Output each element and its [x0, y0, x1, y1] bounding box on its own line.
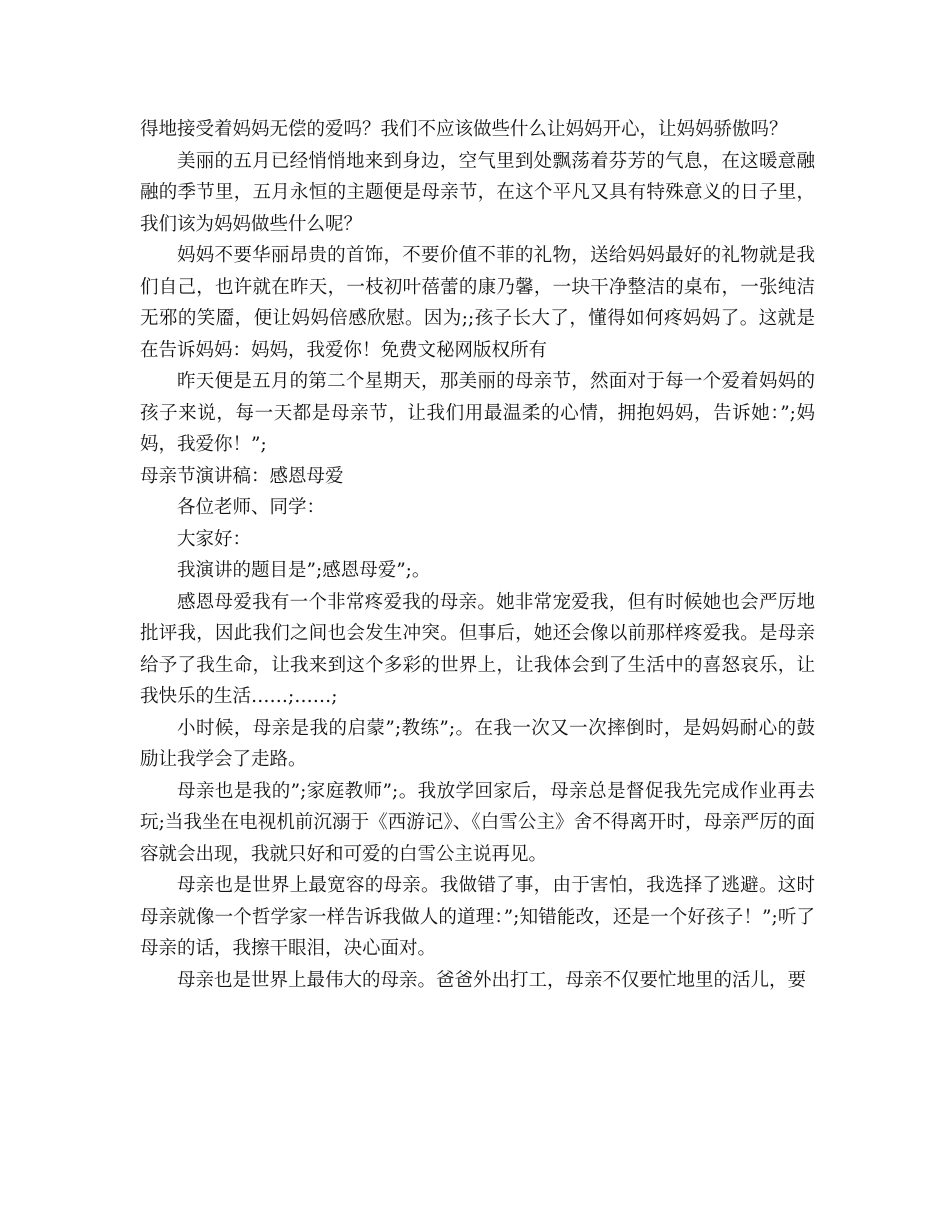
document-body [140, 114, 815, 996]
section-heading: 母亲节演讲稿：感恩母爱 [140, 465, 344, 487]
greeting: 大家好： [177, 528, 252, 550]
paragraph: 小时候，母亲是我的启蒙”;教练”;。在我一次又一次摔倒时，是妈妈耐心的鼓励让我学会了走路。 [140, 717, 815, 770]
paragraph-continued: 得地接受着妈妈无偿的爱吗？我们不应该做些什么让妈妈开心，让妈妈骄傲吗？ [140, 119, 788, 140]
paragraph: 我演讲的题目是”;感恩母爱”;。 [177, 560, 431, 581]
paragraph: 母亲也是世界上最伟大的母亲。爸爸外出打工，母亲不仅要忙地里的活儿，要 [177, 969, 807, 991]
salutation: 各位老师、同学： [177, 497, 326, 518]
paragraph: 昨天便是五月的第二个星期天，那美丽的母亲节，然面对于每一个爱着妈妈的孩子来说，每一天都是母亲节，让我们用最温柔的心情，拥抱妈妈，告诉她：”;妈妈，我爱你！”; [140, 371, 815, 455]
paragraph: 母亲也是我的”;家庭教师”;。我放学回家后，母亲总是督促我先完成作业再去玩;当我坐在电视机前沉溺于《西游记》、《白雪公主》舍不得离开时，母亲严厉的面容就会出现，我就只好和可爱的白雪公主说再见。 [140, 780, 815, 865]
paragraph: 感恩母爱我有一个非常疼爱我的母亲。她非常宠爱我，但有时候她也会严厉地批评我，因此我们之间也会发生冲突。但事后，她还会像以前那样疼爱我。是母亲给予了我生命，让我来到这个多彩的世界上，让我体会到了生活中的喜怒哀乐，让我快乐的生活……;……; [140, 591, 815, 707]
paragraph: 母亲也是世界上最宽容的母亲。我做错了事，由于害怕，我选择了逃避。这时母亲就像一个哲学家一样告诉我做人的道理：”;知错能改，还是一个好孩子！”;听了母亲的话，我擦干眼泪，决心面对。 [140, 875, 815, 959]
paragraph: 妈妈不要华丽昂贵的首饰，不要价值不菲的礼物，送给妈妈最好的礼物就是我们自己，也许就在昨天，一枝初叶蓓蕾的康乃馨，一块干净整洁的桌布，一张纯洁无邪的笑靥，便让妈妈倍感欣慰。因为;;孩子长大了，懂得如何疼妈妈了。这就是在告诉妈妈：妈妈，我爱你！免费文秘网版权所有 [140, 245, 815, 361]
paragraph: 美丽的五月已经悄悄地来到身边，空气里到处飘荡着芬芳的气息，在这暖意融融的季节里，五月永恒的主题便是母亲节，在这个平凡又具有特殊意义的日子里，我们该为妈妈做些什么呢？ [140, 150, 815, 235]
